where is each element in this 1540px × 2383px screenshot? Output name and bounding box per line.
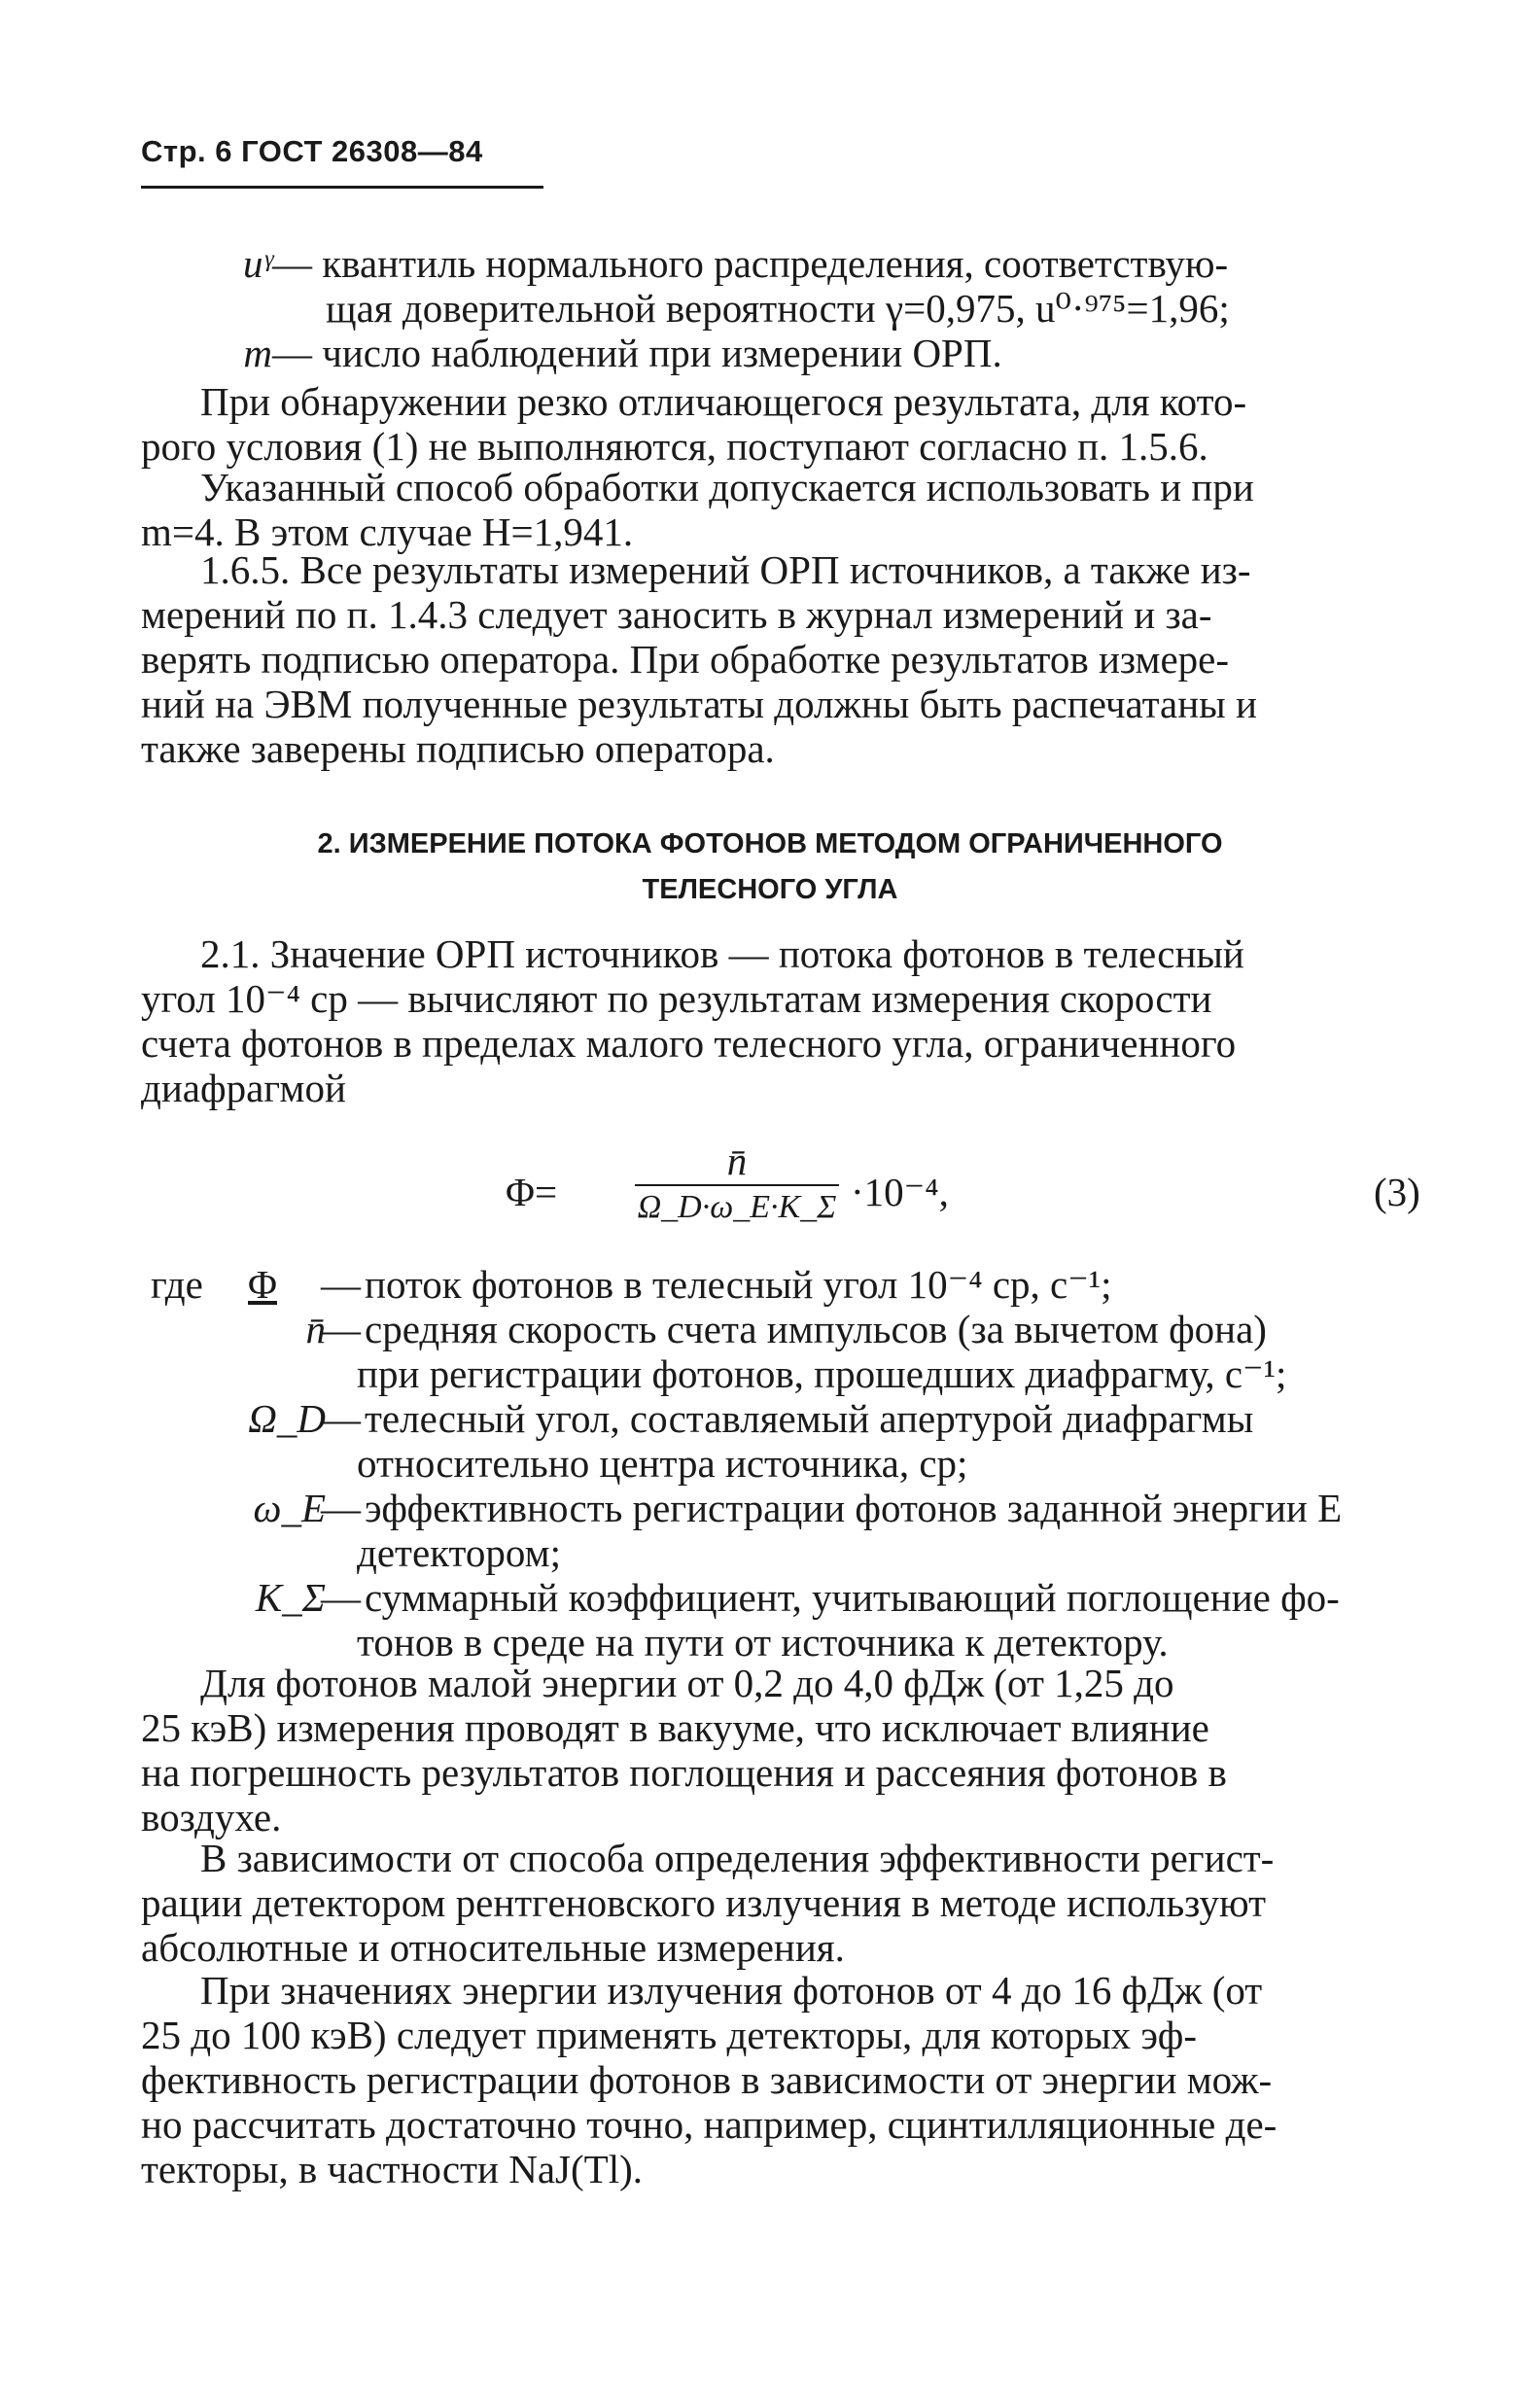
definition-row — [151, 1307, 1439, 1396]
definition-dash: — — [272, 331, 312, 375]
definition-text: поток фотонов в телесный угол 10⁻⁴ ср, с⁻¹; — [365, 1262, 1112, 1307]
definition-text: квантиль нормального распределения, соответствую- — [322, 241, 1229, 286]
text-line: m=4. В этом случае H=1,941. — [141, 509, 634, 554]
definition-symbol: K_Σ — [255, 1575, 326, 1620]
definition-symbol: Ω_D — [248, 1396, 326, 1441]
definition-dash: — — [321, 1575, 361, 1620]
text-line: 1.6.5. Все результаты измерений ОРП источников, а также из- — [200, 547, 1251, 592]
definition-row — [151, 1486, 1439, 1575]
text-line: 25 кэВ) измерения проводят в вакууме, что исключает влияние — [141, 1705, 1209, 1750]
text-line: счета фотонов в пределах малого телесного угла, ограниченного — [141, 1021, 1237, 1066]
text-line: абсолютные и относительные измерения. — [141, 1925, 845, 1970]
text-line: 25 до 100 кэВ) следует применять детекторы, для которых эф- — [141, 2013, 1197, 2057]
definition-dash: — — [321, 1307, 361, 1351]
paragraph-5 — [141, 1661, 1439, 1840]
text-line: текторы, в частности NaJ(Tl). — [141, 2147, 643, 2191]
definition-text-cont: относительно центра источника, ср; — [357, 1441, 968, 1486]
text-line: Указанный способ обработки допускается использовать и при — [200, 465, 1254, 509]
text-line: воздухе. — [141, 1795, 282, 1840]
definition-symbol: ω_E — [253, 1486, 326, 1530]
formula-fraction — [635, 1138, 839, 1229]
text-line: верять подписью оператора. При обработке результатов измере- — [141, 637, 1230, 682]
formula-number: (3) — [1374, 1170, 1420, 1214]
paragraph-7 — [141, 1968, 1439, 2191]
text-line: При обнаружении резко отличающегося результата, для кото- — [200, 379, 1247, 424]
definition-row — [151, 1575, 1439, 1665]
text-line: угол 10⁻⁴ ср — вычисляют по результатам измерения скорости — [141, 976, 1212, 1021]
formula-denominator: Ω_D·ω_E·K_Σ — [637, 1189, 837, 1225]
text-line: на погрешность результатов поглощения и рассеяния фотонов в — [141, 1750, 1227, 1795]
definition-symbol: n̄ — [305, 1307, 326, 1351]
paragraph-4 — [141, 931, 1439, 1110]
text-line: но рассчитать достаточно точно, например, сцинтилляционные де- — [141, 2102, 1278, 2147]
definition-row — [151, 1262, 1439, 1307]
definition-text: телесный угол, составляемый апертурой диафрагмы — [365, 1396, 1254, 1441]
definition-text-cont: тонов в среде на пути от источника к детектору. — [357, 1620, 1169, 1665]
definition-text: суммарный коэффициент, учитывающий поглощение фо- — [365, 1575, 1340, 1620]
section-title-line: ТЕЛЕСНОГО УГЛА — [642, 874, 898, 905]
paragraph-2 — [141, 465, 1439, 554]
text-line: фективность регистрации фотонов в зависимости от энергии мож- — [141, 2057, 1273, 2102]
paragraph-6 — [141, 1836, 1439, 1970]
definition-dash: — — [272, 241, 312, 286]
formula-numerator: n̄ — [726, 1139, 748, 1183]
definition-symbol: m — [243, 331, 272, 375]
text-line: диафрагмой — [141, 1066, 346, 1110]
definition-row — [233, 331, 1439, 375]
definition-text-cont: щая доверительной вероятности γ=0,975, u⁰·⁹⁷⁵=1,96; — [326, 286, 1230, 331]
definition-dash: — — [321, 1262, 361, 1307]
text-line: рого условия (1) не выполняются, поступают согласно п. 1.5.6. — [141, 424, 1208, 469]
paragraph-3 — [141, 547, 1439, 771]
formula-tail: ·10⁻⁴, — [851, 1170, 949, 1214]
definition-text-cont: детектором; — [357, 1530, 561, 1575]
text-line: мерений по п. 1.4.3 следует заносить в журнал измерений и за- — [141, 592, 1212, 637]
text-line: При значениях энергии излучения фотонов от 4 до 16 фДж (от — [200, 1968, 1263, 2013]
definition-list-top — [233, 241, 1439, 375]
definition-list-formula — [151, 1262, 1439, 1665]
section-title-line: 2. ИЗМЕРЕНИЕ ПОТОКА ФОТОНОВ МЕТОДОМ ОГРАНИЧЕННОГО — [317, 828, 1223, 859]
paragraph-1 — [141, 379, 1439, 469]
definition-text: число наблюдений при измерении ОРП. — [322, 331, 1002, 375]
definition-text: эффективность регистрации фотонов заданной энергии E — [365, 1486, 1343, 1530]
definition-symbol: uᵞ — [243, 241, 272, 286]
formula-lhs: Φ= — [506, 1170, 558, 1214]
where-label: где — [151, 1262, 203, 1307]
definition-text-cont: при регистрации фотонов, прошедших диафрагму, с⁻¹; — [357, 1351, 1287, 1396]
section-title — [151, 822, 1389, 913]
text-line: ний на ЭВМ полученные результаты должны быть распечатаны и — [141, 682, 1257, 726]
definition-dash: — — [321, 1486, 361, 1530]
definition-dash: — — [321, 1396, 361, 1441]
text-line: 2.1. Значение ОРП источников — потока фотонов в телесный — [200, 931, 1244, 976]
definition-row — [233, 241, 1439, 331]
formula-3 — [506, 1138, 1439, 1254]
definition-symbol: Φ — [248, 1262, 277, 1307]
text-line: также заверены подписью оператора. — [141, 726, 775, 771]
text-line: Для фотонов малой энергии от 0,2 до 4,0 фДж (от 1,25 до — [200, 1661, 1174, 1705]
text-line: рации детектором рентгеновского излучения в методе используют — [141, 1880, 1266, 1925]
page-header: Стр. 6 ГОСТ 26308—84 — [141, 134, 483, 168]
text-line: В зависимости от способа определения эффективности регист- — [200, 1836, 1275, 1880]
definition-text: средняя скорость счета импульсов (за вычетом фона) — [365, 1307, 1267, 1351]
definition-row — [151, 1396, 1439, 1486]
header-rule — [141, 186, 543, 189]
